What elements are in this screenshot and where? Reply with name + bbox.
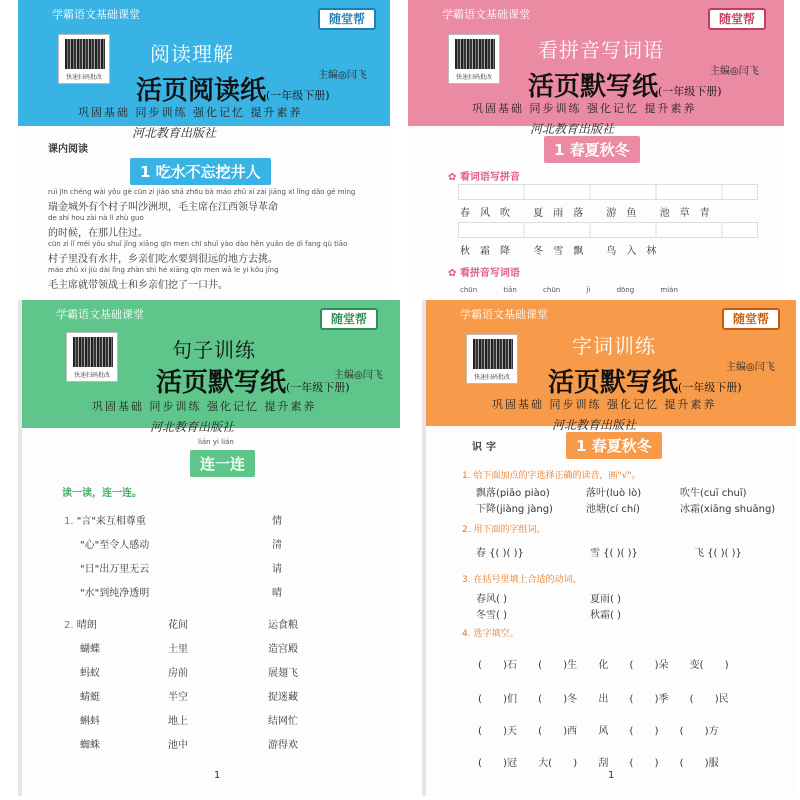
q2-col2-item: 土里 (168, 644, 188, 655)
subtitle-text: 活页默写纸 (548, 368, 679, 398)
question-4: 4. 选字填空。 (462, 629, 519, 639)
q2-col3-item: 游得欢 (268, 740, 298, 751)
cover-subtitle (156, 362, 350, 399)
q3-item: 冬雪( ) (476, 610, 507, 621)
q2-col1-item: 蝴蝶 (80, 644, 100, 655)
brand-badge: 随堂帮 (318, 8, 376, 30)
publisher: 河北教育出版社 (530, 122, 615, 136)
workbook-sentences (22, 300, 400, 796)
q2-col2-item: 池中 (168, 740, 188, 751)
lesson-title: 1 春夏秋冬 (566, 432, 662, 459)
grade-label: (一年级下册) (266, 89, 330, 102)
series-name: 学霸语文基础课堂 (460, 308, 548, 321)
word: 吹 (500, 208, 520, 219)
q2-item: 春 {( )( )} (476, 548, 524, 559)
pinyin-line: cūn zi lǐ méi yǒu shuǐ jǐng xiāng qīn men chī shuǐ yào dào hěn yuǎn de dì fang qù tiāo (48, 240, 348, 248)
instruction: 读一读，连一连。 (62, 488, 142, 499)
text-line: 毛主席就带领战士和乡亲们挖了一口井。 (48, 280, 228, 291)
cover-title: 阅读理解 (150, 42, 234, 66)
publisher: 河北教育出版社 (552, 418, 637, 432)
text-line: 村子里没有水井，乡亲们吃水要到很远的地方去挑。 (48, 254, 278, 265)
section-label: 识字 (472, 442, 500, 453)
q2-col2-item: 花间 (168, 620, 188, 631)
pinyin: chūn tiān (460, 286, 517, 294)
tagline: 巩固基础 同步训练 强化记忆 提升素养 (492, 398, 717, 411)
tagline: 巩固基础 同步训练 强化记忆 提升素养 (472, 102, 697, 115)
q1-item: 冰霜(xiāng shuāng) (680, 504, 776, 515)
series-name: 学霸语文基础课堂 (442, 8, 530, 21)
q4-row: ( )们 ( )冬 出 ( )季 ( )民 (478, 694, 729, 705)
q1-item: 池塘(cí chí) (586, 504, 640, 515)
word: 落 (573, 208, 594, 219)
cover-title: 看拼音写词语 (538, 38, 664, 62)
word: 游 (606, 208, 627, 219)
q4-row: ( )石 ( )生 化 ( )朵 变( ) (478, 660, 729, 671)
page-number: 1 (608, 770, 615, 781)
q2-col1-item: 蜻蜓 (80, 692, 100, 703)
pinyin: dōng (616, 286, 635, 294)
text-line: 瑞金城外有个村子叫沙洲坝，毛主席在江西领导革命 (48, 202, 278, 213)
series-name: 学霸语文基础课堂 (56, 308, 144, 321)
q1-left-item (64, 512, 146, 527)
subtitle-text: 活页默写纸 (528, 72, 659, 102)
lesson-title: 1 春夏秋冬 (544, 136, 640, 163)
grade-label: (一年级下册) (658, 85, 722, 98)
brand-badge: 随堂帮 (722, 308, 780, 330)
qr-code (466, 334, 518, 384)
cover-subtitle (528, 66, 722, 103)
publisher: 河北教育出版社 (132, 126, 217, 140)
word: 入 (626, 246, 647, 257)
cover-subtitle (136, 70, 330, 107)
q2-col2-item: 半空 (168, 692, 188, 703)
word-row (460, 242, 666, 257)
q2-char: 雪 (590, 548, 600, 559)
qr-caption: 快速扫码批改 (473, 374, 510, 381)
qr-caption: 快速扫码批改 (455, 74, 492, 81)
word: 鱼 (626, 208, 647, 219)
qr-pattern (65, 39, 105, 69)
part-label: ✿ 看词语写拼音 (448, 172, 520, 183)
q2-item: 雪 {( )( )} (590, 548, 638, 559)
q2-col1-item (64, 616, 97, 631)
qr-pattern (455, 39, 495, 69)
editor-credit: 主编◎闫飞 (318, 70, 367, 81)
q2-col3-item: 运食粮 (268, 620, 298, 631)
word: 池 (659, 208, 680, 219)
pinyin-line: ruì jīn chéng wài yǒu gè cūn zi jiào shā zhōu bà máo zhǔ xí zài jiāng xī lǐng dǎo gé mìng (48, 188, 356, 196)
series-name: 学霸语文基础课堂 (52, 8, 140, 21)
question-2: 2. 用下面的字组词。 (462, 525, 546, 535)
q3-item: 春风( ) (476, 594, 507, 605)
word: 风 (480, 208, 500, 219)
word: 草 (679, 208, 700, 219)
q1-right-item: 清 (272, 540, 282, 551)
question-number: 1. (64, 516, 77, 527)
pinyin: mián (660, 286, 678, 294)
word: 青 (699, 208, 720, 219)
q2-col1-item: 蚂蚁 (80, 668, 100, 679)
answer-grid (458, 184, 758, 200)
word: 鸟 (606, 246, 627, 257)
answer-grid (458, 222, 758, 238)
subtitle-text: 活页默写纸 (156, 368, 287, 398)
word: 雪 (553, 246, 574, 257)
q1-item: 落叶(luò lò) (586, 488, 642, 499)
grade-label: (一年级下册) (286, 381, 350, 394)
page-number: 1 (214, 770, 221, 781)
lesson-pinyin: lián yi lián (198, 438, 234, 446)
q2-char: 春 (476, 548, 486, 559)
q2-col1-item: 蜘蛛 (80, 740, 100, 751)
grade-label: (一年级下册) (678, 381, 742, 394)
part-label: ✿ 看拼音写词语 (448, 268, 520, 279)
workbook-words (426, 300, 796, 796)
word: 雨 (553, 208, 574, 219)
text-line: 的时候，在那儿住过。 (48, 228, 148, 239)
word: 春 (460, 208, 480, 219)
q2-col2-item: 地上 (168, 716, 188, 727)
word: 降 (500, 246, 520, 257)
word: 林 (646, 246, 667, 257)
workbook-reading (18, 0, 390, 300)
brand-badge: 随堂帮 (708, 8, 766, 30)
q4-row: ( )冠 大( ) 刮 ( ) ( )服 (478, 758, 719, 769)
q1-item: 飘落(piāo piào) (476, 488, 550, 499)
q2-col3-item: 展翅飞 (268, 668, 298, 679)
qr-caption: 快速扫码批改 (73, 372, 110, 379)
question-number: 2. (64, 620, 77, 631)
q2-item: 飞 {( )( )} (694, 548, 742, 559)
q2-col3-item: 造宫殿 (268, 644, 298, 655)
q4-row: ( )天 ( )西 风 ( ) ( )方 (478, 726, 719, 737)
qr-caption: 快速扫码批改 (65, 74, 102, 81)
qr-pattern (473, 339, 513, 369)
cover-title: 字词训练 (572, 334, 656, 358)
tagline: 巩固基础 同步训练 强化记忆 提升素养 (78, 106, 303, 119)
pinyin-row (460, 286, 678, 294)
q2-char: 飞 (694, 548, 704, 559)
q2-col1-text: 晴朗 (76, 620, 97, 631)
question-3: 3. 在括号里填上合适的动词。 (462, 575, 582, 585)
section-label: 课内阅读 (48, 144, 88, 155)
q1-item: 下降(jiàng jàng) (476, 504, 553, 515)
word: 冬 (533, 246, 554, 257)
cover-title: 句子训练 (172, 338, 256, 362)
cover-subtitle (548, 362, 742, 399)
q1-right-item: 晴 (272, 588, 282, 599)
editor-credit: 主编◎闫飞 (726, 362, 775, 373)
q2-col2-item: 房前 (168, 668, 188, 679)
editor-credit: 主编◎闫飞 (334, 370, 383, 381)
part-label-text: 看拼音写词语 (459, 268, 520, 279)
pinyin: chūn (543, 286, 561, 294)
publisher: 河北教育出版社 (150, 420, 235, 434)
word: 飘 (573, 246, 594, 257)
word: 夏 (533, 208, 554, 219)
part-label-text: 看词语写拼音 (459, 172, 520, 183)
qr-pattern (73, 337, 113, 367)
editor-credit: 主编◎闫飞 (710, 66, 759, 77)
pinyin: jì (586, 286, 591, 294)
pinyin-line: máo zhǔ xí jiù dài lǐng zhàn shì hé xiāng qīn men wā le yì kǒu jǐng (48, 266, 279, 274)
q1-left-item: "水"到纯净透明 (80, 588, 150, 599)
q3-item: 夏雨( ) (590, 594, 621, 605)
lesson-title: 1 吃水不忘挖井人 (130, 158, 271, 185)
tagline: 巩固基础 同步训练 强化记忆 提升素养 (92, 400, 317, 413)
question-1: 1. 给下面加点的字选择正确的读音，画"√"。 (462, 471, 641, 481)
q1-item: 吹牛(cuī chuī) (680, 488, 747, 499)
q2-col3-item: 捉迷藏 (268, 692, 298, 703)
brand-badge: 随堂帮 (320, 308, 378, 330)
word-row (460, 204, 720, 219)
q1-left-item: "心"至令人感动 (80, 540, 150, 551)
word: 霜 (480, 246, 500, 257)
q3-item: 秋霜( ) (590, 610, 621, 621)
q1-right-item: 情 (272, 516, 282, 527)
q2-col3-item: 结网忙 (268, 716, 298, 727)
q1-right-item: 请 (272, 564, 282, 575)
q2-col1-item: 蝌蚪 (80, 716, 100, 727)
q1-left-text: "言"来互相尊重 (76, 516, 146, 527)
lesson-title: 连一连 (190, 450, 255, 477)
subtitle-text: 活页阅读纸 (136, 76, 267, 106)
q1-left-item: "日"出万里无云 (80, 564, 150, 575)
qr-code (58, 34, 110, 84)
qr-code (448, 34, 500, 84)
word: 秋 (460, 246, 480, 257)
workbook-pinyin (408, 0, 784, 300)
pinyin-line: de shí hou zài nà lǐ zhù guo (48, 214, 144, 222)
qr-code (66, 332, 118, 382)
